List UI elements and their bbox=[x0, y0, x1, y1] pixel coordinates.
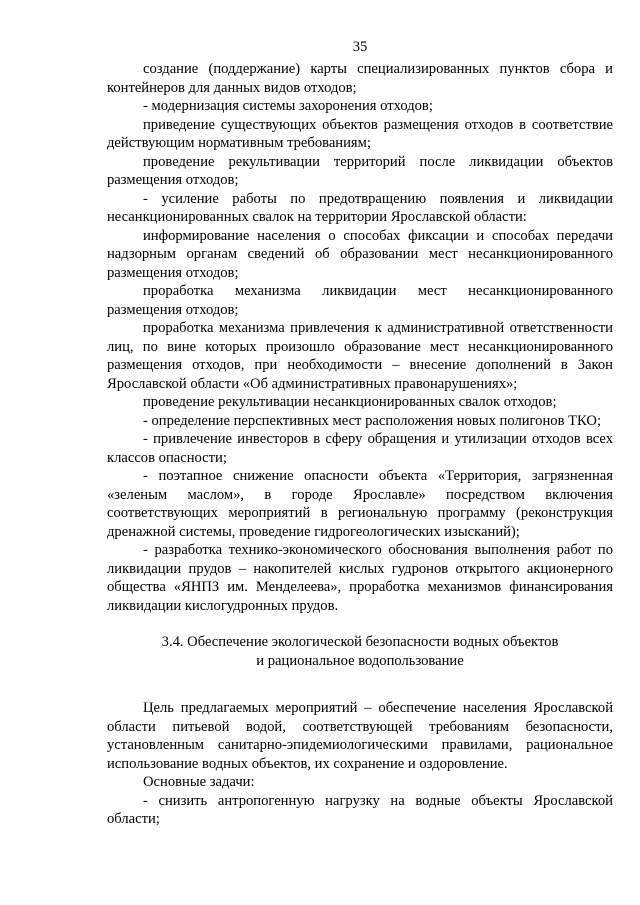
task-item: - снизить антропогенную нагрузку на водные объекты Ярославской области; bbox=[107, 792, 613, 827]
list-item: проработка механизма привлечения к административной ответственности лиц, по вине которых произошло образование мест несанкционированного размещения отходов, при необходимости – внесение дополнений в Закон Ярославской области «Об административных правонарушениях»; bbox=[107, 320, 613, 392]
tasks-label: Основные задачи: bbox=[143, 774, 255, 790]
spacer bbox=[107, 615, 613, 633]
list-item: приведение существующих объектов размещения отходов в соответствие действующим нормативным требованиям; bbox=[107, 116, 613, 151]
section-heading-line-1: 3.4. Обеспечение экологической безопасности водных объектов bbox=[161, 634, 559, 650]
section-heading-line-2: и рациональное водопользование bbox=[256, 652, 464, 669]
list-item: - разработка технико-экономического обоснования выполнения работ по ликвидации прудов – накопителей кислых гудронов открытого акционерного общества «ЯНПЗ им. Менделеева», проработка механизмов финансирования ликвидации кислогудронных прудов. bbox=[107, 542, 613, 614]
document-page bbox=[107, 38, 613, 829]
spacer bbox=[107, 670, 613, 699]
list-item: информирование населения о способах фиксации и способах передачи надзорным органам сведений об образовании мест несанкционированного размещения отходов; bbox=[107, 227, 613, 281]
list-item: - усиление работы по предотвращению появления и ликвидации несанкционированных свалок на территории Ярославской области: bbox=[107, 190, 613, 225]
list-item: - поэтапное снижение опасности объекта «Территория, загрязненная «зеленым маслом», в городе Ярославле» посредством включения соответствующих мероприятий в региональную программу (реконструкция дренажной системы, проведение гидрогеологических изысканий); bbox=[107, 468, 613, 540]
list-item: проведение рекультивации несанкционированных свалок отходов; bbox=[143, 394, 557, 410]
list-item: - определение перспективных мест расположения новых полигонов ТКО; bbox=[143, 412, 601, 429]
list-item: - модернизация системы захоронения отходов; bbox=[143, 98, 433, 114]
list-item: - привлечение инвесторов в сферу обращения и утилизации отходов всех классов опасности; bbox=[107, 431, 613, 466]
goal-paragraph: Цель предлагаемых мероприятий – обеспечение населения Ярославской области питьевой водой, соответствующей требованиям безопасности, установленным санитарно-эпидемиологическими правилами, рациональное использование водных объектов, их сохранение и оздоровление. bbox=[107, 700, 613, 772]
list-item: проведение рекультивации территорий после ликвидации объектов размещения отходов; bbox=[107, 153, 613, 188]
list-item: проработка механизма ликвидации мест несанкционированного размещения отходов; bbox=[107, 283, 613, 318]
list-item: создание (поддержание) карты специализированных пунктов сбора и контейнеров для данных видов отходов; bbox=[107, 61, 613, 96]
page-number: 35 bbox=[352, 39, 368, 55]
